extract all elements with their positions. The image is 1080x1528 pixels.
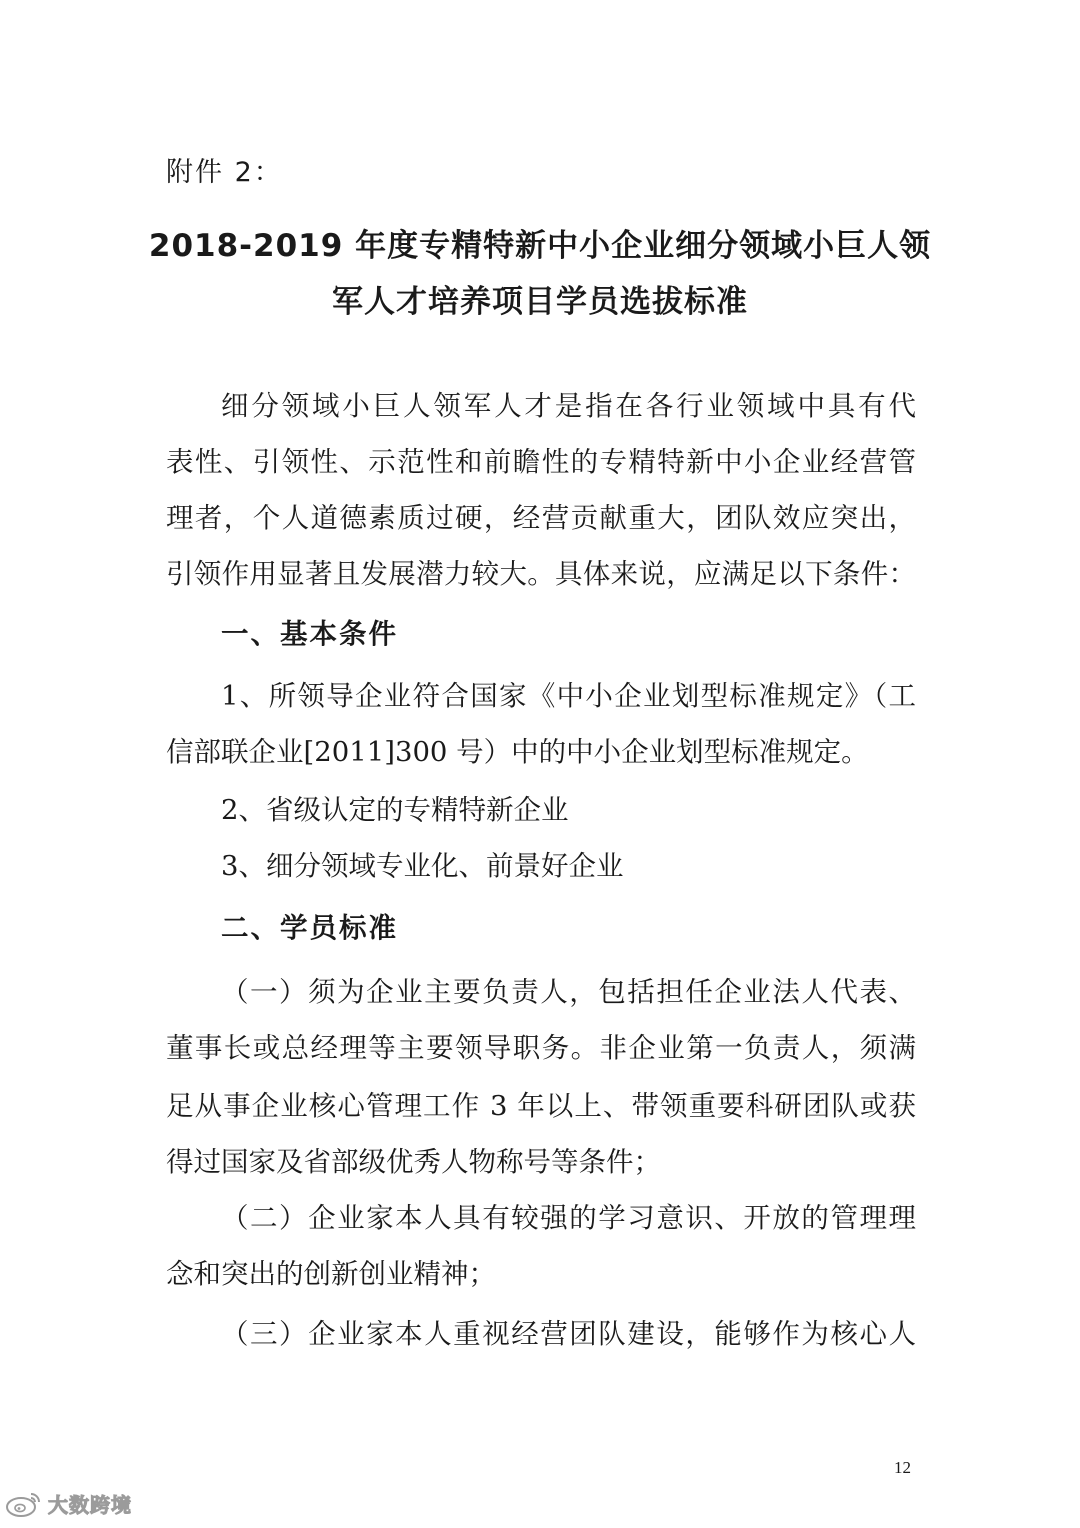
section-heading-basic-conditions: 一、基本条件 [221, 618, 398, 650]
watermark-text: 大数跨境 [48, 1493, 132, 1517]
weibo-logo-icon [4, 1490, 44, 1518]
page-number: 12 [894, 1458, 911, 1477]
standard-item-line: 念和突出的创新创业精神； [166, 1258, 496, 1290]
condition-item-line: 3、细分领域专业化、前景好企业 [221, 850, 624, 882]
document-title-line-1: 2018-2019 年度专精特新中小企业细分领域小巨人领 [148, 228, 932, 264]
standard-item-line: 得过国家及省部级优秀人物称号等条件； [166, 1146, 661, 1178]
intro-paragraph-line: 引领作用显著且发展潜力较大。具体来说，应满足以下条件： [166, 558, 916, 590]
condition-item-line: 2、省级认定的专精特新企业 [221, 794, 569, 826]
attachment-label: 附件 2： [166, 157, 283, 188]
standard-item-line: （一）须为企业主要负责人，包括担任企业法人代表、 [221, 976, 916, 1008]
condition-item-line: 1、所领导企业符合国家《中小企业划型标准规定》（工 [221, 680, 916, 712]
standard-item-line: （三）企业家本人重视经营团队建设，能够作为核心人 [221, 1318, 916, 1350]
document-title-line-2: 军人才培养项目学员选拔标准 [332, 284, 748, 320]
intro-paragraph-line: 表性、引领性、示范性和前瞻性的专精特新中小企业经营管 [166, 446, 916, 478]
condition-item-line: 信部联企业[2011]300 号）中的中小企业划型标准规定。 [166, 736, 869, 768]
intro-paragraph-line: 理者，个人道德素质过硬，经营贡献重大，团队效应突出， [166, 502, 916, 534]
standard-item-line: 董事长或总经理等主要领导职务。非企业第一负责人，须满 [166, 1032, 916, 1064]
watermark [4, 1489, 132, 1518]
standard-item-line: （二）企业家本人具有较强的学习意识、开放的管理理 [221, 1202, 916, 1234]
section-heading-student-standards: 二、学员标准 [221, 912, 398, 944]
standard-item-line: 足从事企业核心管理工作 3 年以上、带领重要科研团队或获 [166, 1090, 916, 1122]
intro-paragraph-line: 细分领域小巨人领军人才是指在各行业领域中具有代 [221, 390, 916, 422]
